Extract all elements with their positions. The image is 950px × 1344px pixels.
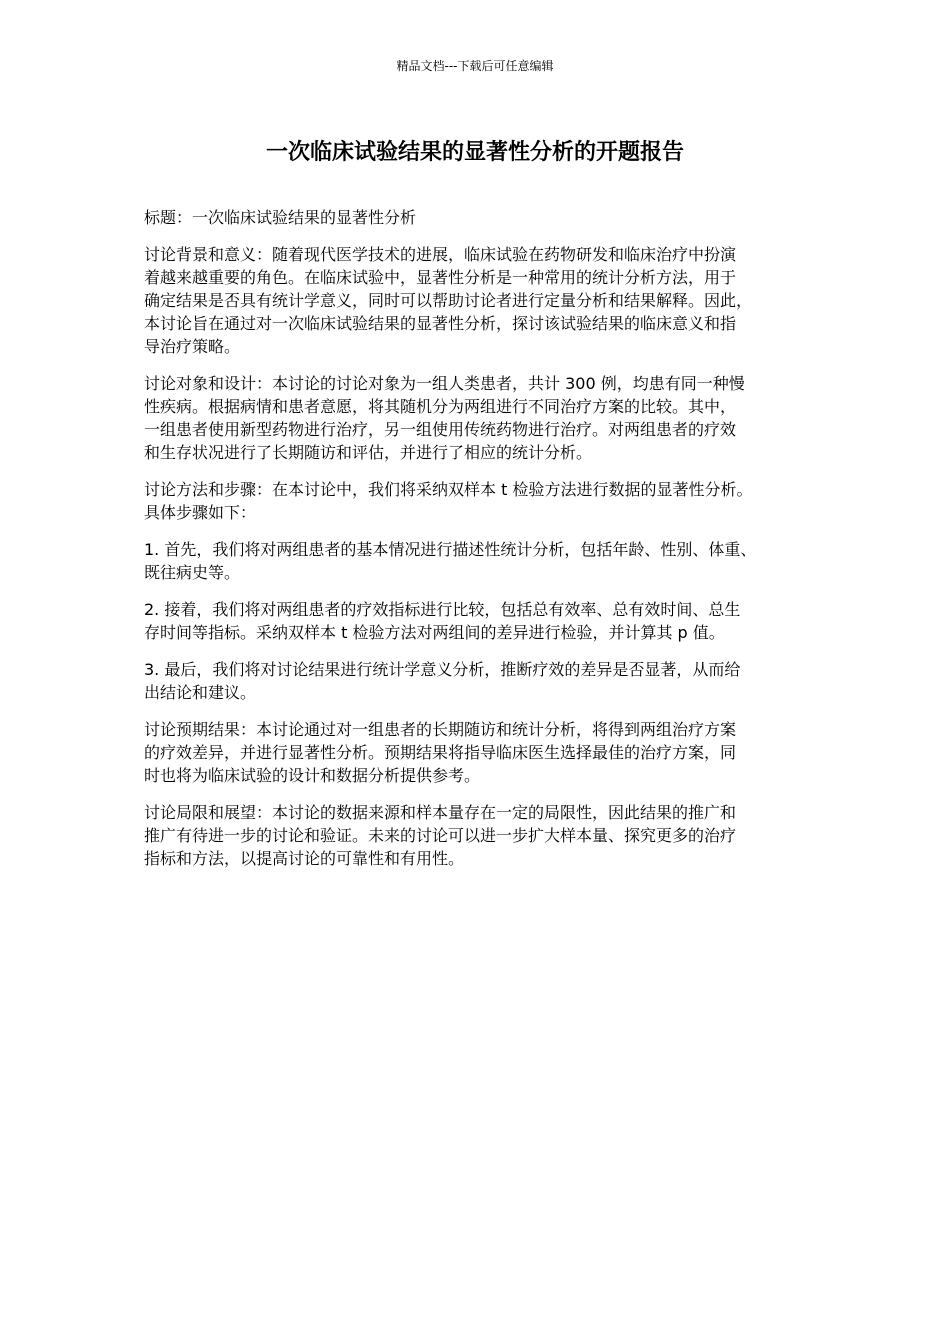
paragraph-step-3	[144, 658, 810, 704]
text-line: 讨论对象和设计：本讨论的讨论对象为一组人类患者，共计 300 例，均患有同一种慢	[144, 374, 745, 393]
paragraph-limitations	[144, 801, 810, 870]
text-line: 导治疗策略。	[144, 337, 241, 356]
text-line: 2. 接着，我们将对两组患者的疗效指标进行比较，包括总有效率、总有效时间、总生	[144, 600, 741, 619]
page-header: 精品文档---下载后可任意编辑	[396, 59, 554, 73]
text-line: 时也将为临床试验的设计和数据分析提供参考。	[144, 766, 481, 785]
text-line: 1. 首先，我们将对两组患者的基本情况进行描述性统计分析，包括年龄、性别、体重、	[144, 540, 757, 559]
text-line: 具体步骤如下：	[144, 503, 257, 522]
text-line: 出结论和建议。	[144, 683, 257, 702]
paragraph-title	[144, 206, 810, 229]
text-line: 讨论方法和步骤：在本讨论中，我们将采纳双样本 t 检验方法进行数据的显著性分析。	[144, 480, 753, 499]
text-line: 本讨论旨在通过对一次临床试验结果的显著性分析，探讨该试验结果的临床意义和指	[144, 314, 737, 333]
paragraph-step-2	[144, 598, 810, 644]
text-line: 一组患者使用新型药物进行治疗，另一组使用传统药物进行治疗。对两组患者的疗效	[144, 420, 737, 439]
text-line: 标题：一次临床试验结果的显著性分析	[144, 208, 417, 227]
text-line: 存时间等指标。采纳双样本 t 检验方法对两组间的差异进行检验，并计算其 p 值。	[144, 623, 725, 642]
text-line: 确定结果是否具有统计学意义，同时可以帮助讨论者进行定量分析和结果解释。因此，	[144, 291, 753, 310]
text-line: 的疗效差异，并进行显著性分析。预期结果将指导临床医生选择最佳的治疗方案，同	[144, 743, 737, 762]
text-line: 讨论局限和展望：本讨论的数据来源和样本量存在一定的局限性，因此结果的推广和	[144, 803, 737, 822]
text-line: 讨论预期结果：本讨论通过对一组患者的长期随访和统计分析，将得到两组治疗方案	[144, 720, 737, 739]
paragraph-methods	[144, 478, 810, 524]
paragraph-subjects-design	[144, 372, 810, 464]
text-line: 性疾病。根据病情和患者意愿，将其随机分为两组进行不同治疗方案的比较。其中，	[144, 397, 737, 416]
document-title: 一次临床试验结果的显著性分析的开题报告	[265, 140, 684, 165]
text-line: 和生存状况进行了长期随访和评估，并进行了相应的统计分析。	[144, 443, 593, 462]
text-line: 推广有待进一步的讨论和验证。未来的讨论可以进一步扩大样本量、探究更多的治疗	[144, 826, 737, 845]
text-line: 讨论背景和意义：随着现代医学技术的进展，临床试验在药物研发和临床治疗中扮演	[144, 245, 737, 264]
text-line: 着越来越重要的角色。在临床试验中，显著性分析是一种常用的统计分析方法，用于	[144, 268, 737, 287]
paragraph-step-1	[144, 538, 810, 584]
text-line: 既往病史等。	[144, 563, 241, 582]
text-line: 3. 最后，我们将对讨论结果进行统计学意义分析，推断疗效的差异是否显著，从而给	[144, 660, 741, 679]
paragraph-background	[144, 243, 810, 358]
text-line: 指标和方法，以提高讨论的可靠性和有用性。	[144, 849, 465, 868]
document-body	[144, 206, 810, 884]
paragraph-expected-results	[144, 718, 810, 787]
